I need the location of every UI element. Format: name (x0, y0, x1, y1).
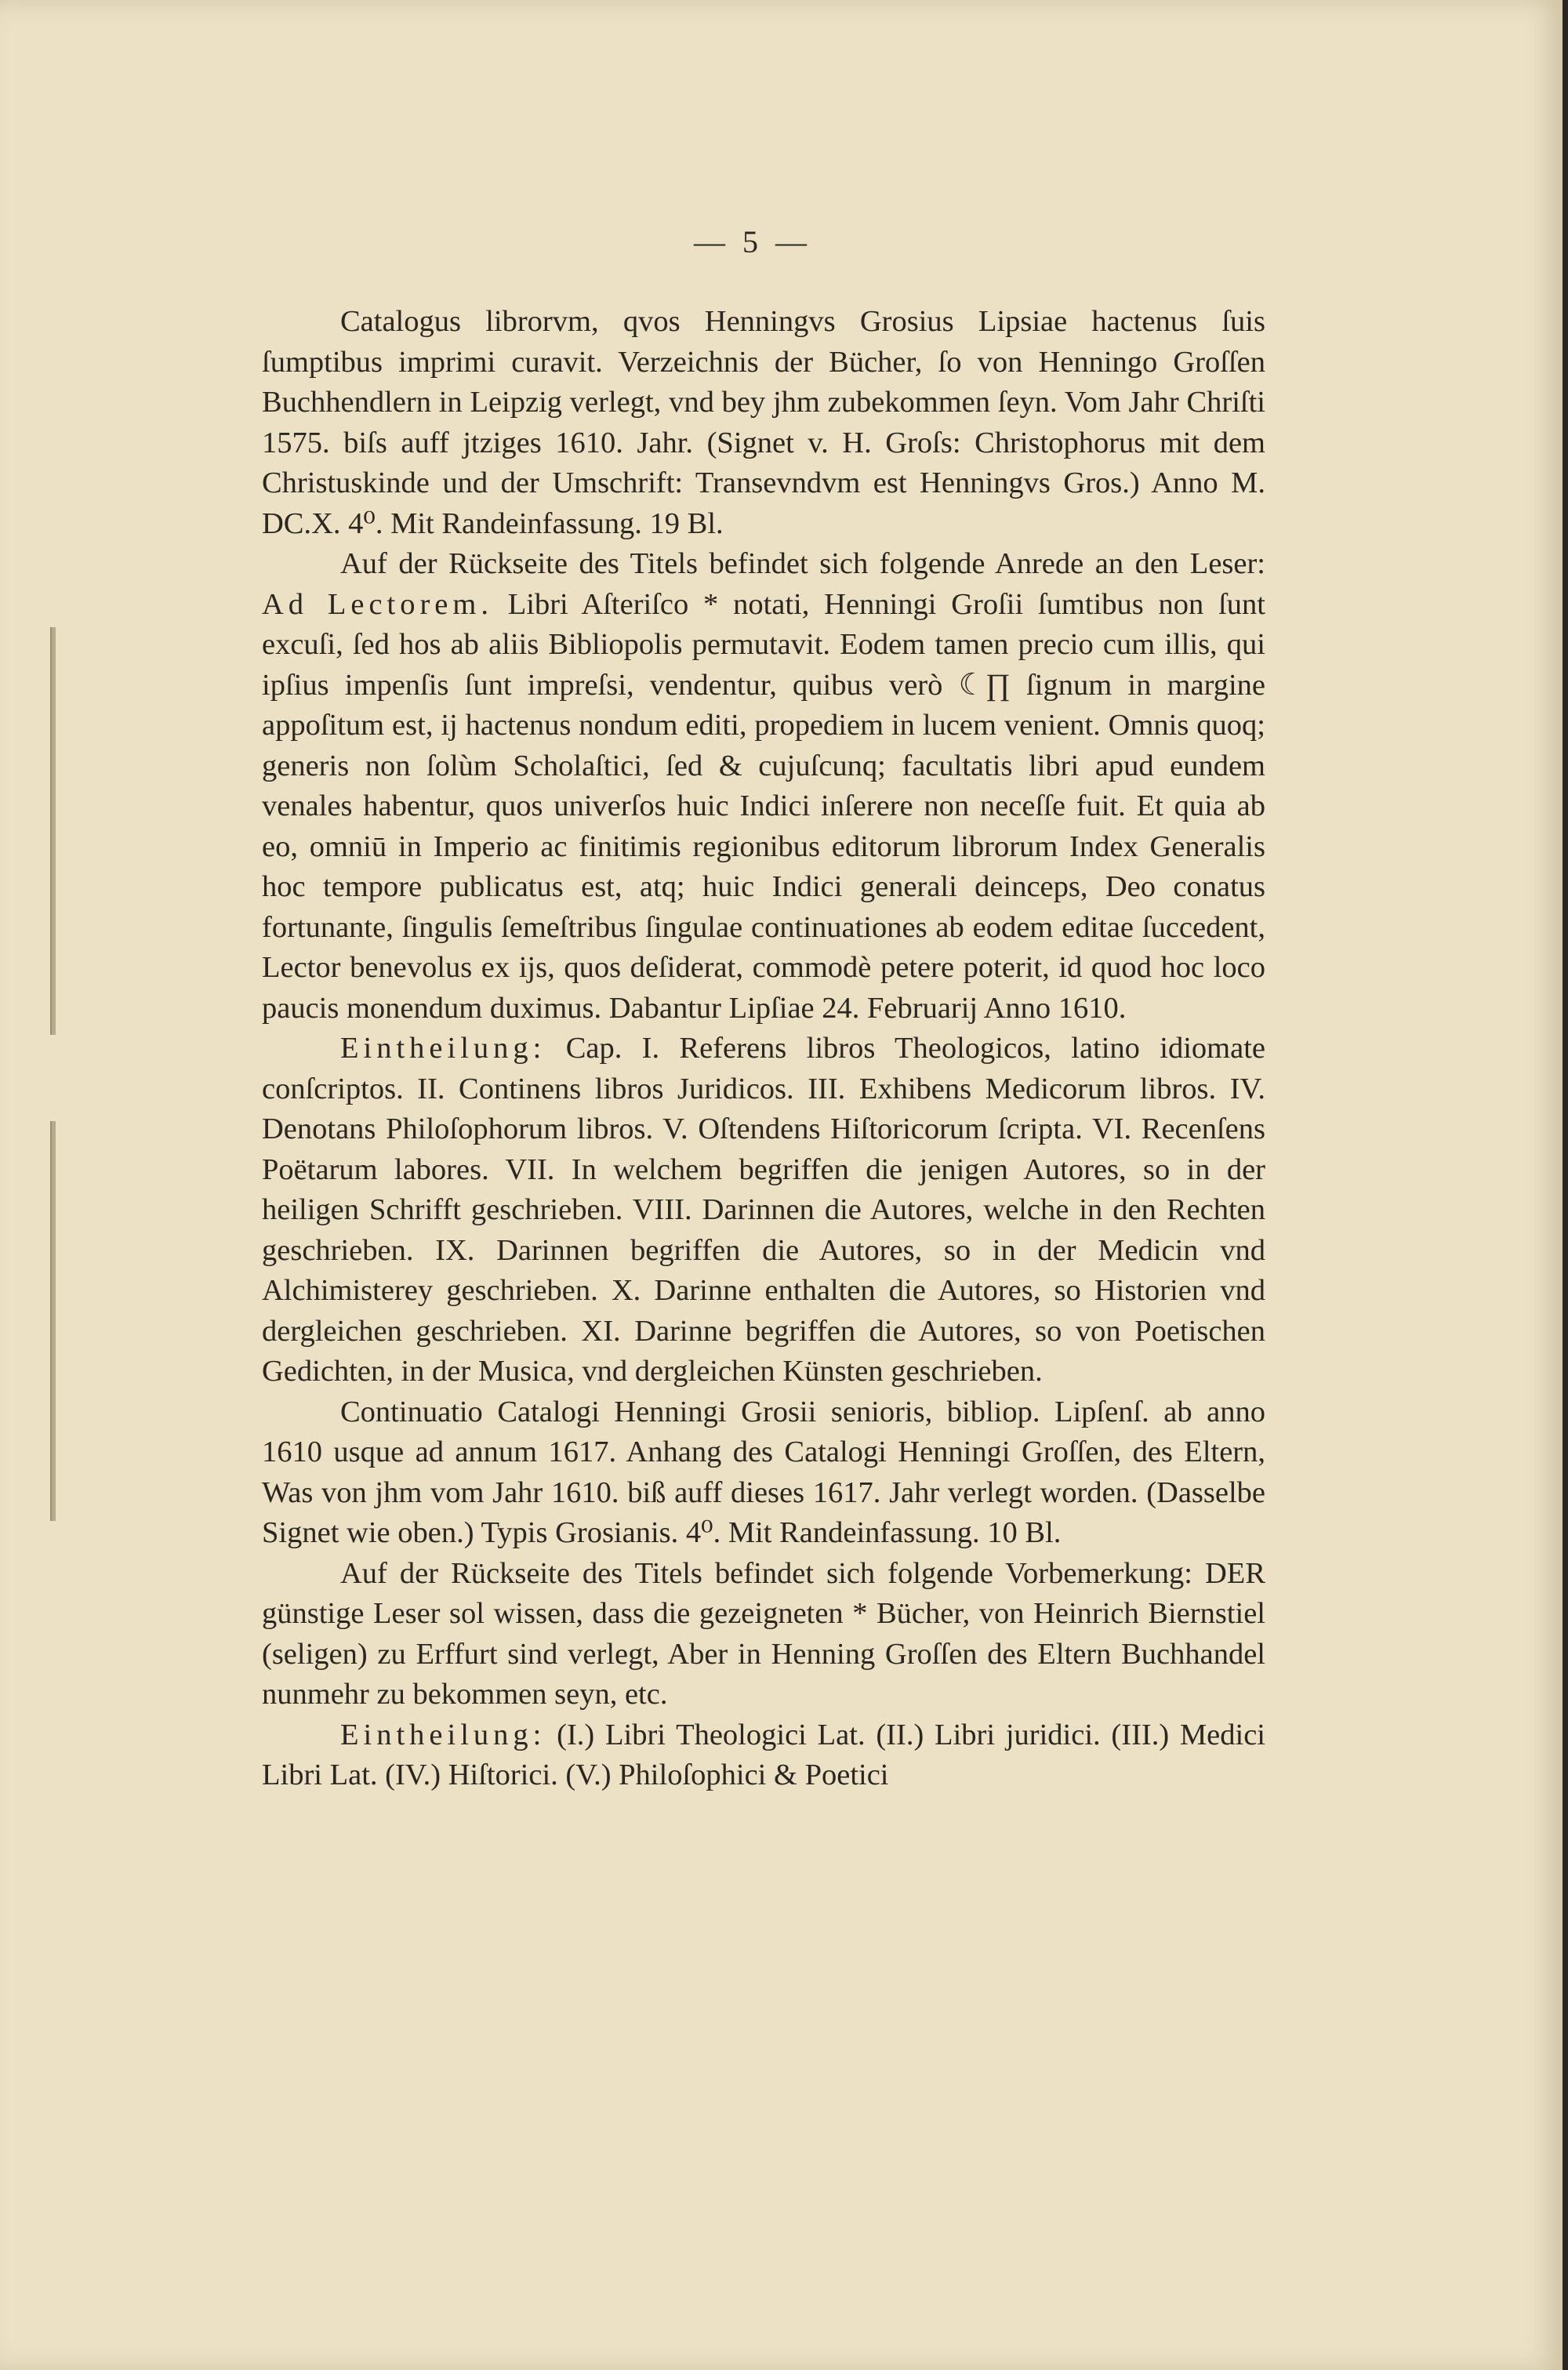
catalogue-entry-1-address (262, 544, 1265, 1029)
ad-lectorem: Ad Lectorem. (262, 587, 493, 621)
page-number: — 5 — (694, 224, 811, 260)
catalogue-entry-1-title: Catalogus librorvm, qvos Henningvs Grosius Lipsiae hactenus ſuis ſumptibus imprimi curavit. Verzeichnis der Bücher, ſo von Henningo Groſſen Buchhendlern in Leipzig verlegt, vnd bey jhm zubekommen ſeyn. Vom Jahr Chriſti 1575. biſs auff jtziges 1610. Jahr. (Signet v. H. Groſs: Christophorus mit dem Christuskinde und der Umschrift: Transevndvm est Henningvs Gros.) Anno M. DC.X. 4⁰. Mit Randeinfassung. 19 Bl. (262, 305, 1265, 540)
body-text (262, 302, 1265, 1796)
catalogue-entry-1-contents (262, 1029, 1265, 1392)
contents-text-2: (I.) Libri Theologici Lat. (II.) Libri juridici. (III.) Medici Libri Lat. (IV.) Hiſtorici. (V.) Philoſophici & Poetici (262, 1718, 1265, 1791)
binding-mark-upper (50, 627, 56, 1035)
eintheilung-label-1: Eintheilung: (340, 1032, 546, 1065)
catalogue-entry-2-preface: Auf der Rückseite des Titels befindet sich folgende Vorbemerkung: DER günstige Leser sol wissen, dass die gezeigneten * Bücher, von Heinrich Biernstiel (seligen) zu Erffurt sind verlegt, Aber in Henning Groſſen des Eltern Buchhandel nunmehr zu bekommen seyn, etc. (262, 1556, 1265, 1711)
address-text: Libri Aſteriſco * notati, Henningi Groſii ſumtibus non ſunt excuſi, ſed hos ab aliis Bibliopolis permutavit. Eodem tamen precio cum illis, qui ipſius impenſis ſunt impreſsi, vendentur, quibus verò ☾∏ ſignum in margine appoſitum est, ij hactenus nondum editi, propediem in lucem venient. Omnis quoq; generis non ſolùm Scholaſtici, ſed & cujuſcunq; facultatis libri apud eundem venales habentur, quos univerſos huic Indici inſerere non neceſſe fuit. Et quia ab eo, omniū in Imperio ac finitimis regionibus editorum librorum Index Generalis hoc tempore publicatus est, atq; huic Indici generali deinceps, Deo conatus fortunante, ſingulis ſemeſtribus ſingulae continuationes ab eodem editae ſuccedent, Lector benevolus ex ijs, quos deſiderat, commodè petere poterit, id quod hoc loco paucis monendum duximus. Dabantur Lipſiae 24. Februarij Anno 1610. (262, 587, 1265, 1025)
catalogue-entry-2-title: Continuatio Catalogi Henningi Grosii senioris, bibliop. Lipſenſ. ab anno 1610 usque ad annum 1617. Anhang des Catalogi Henningi Groſſen, des Eltern, Was von jhm vom Jahr 1610. biß auff dieses 1617. Jahr verlegt worden. (Dasselbe Signet wie oben.) Typis Grosianis. 4⁰. Mit Randeinfassung. 10 Bl. (262, 1395, 1265, 1549)
catalogue-entry-2-contents (262, 1715, 1265, 1796)
address-lead: Auf der Rückseite des Titels befindet sich folgende Anrede an den Leser: (340, 547, 1265, 580)
binding-mark-lower (50, 1121, 56, 1521)
eintheilung-label-2: Eintheilung: (340, 1718, 546, 1751)
contents-text-1: Cap. I. Referens libros Theologicos, latino idiomate conſcriptos. II. Continens libros Juridicos. III. Exhibens Medicorum libros. IV. Denotans Philoſophorum libros. V. Oſtendens Hiſtoricorum ſcripta. VI. Recenſens Poëtarum labores. VII. In welchem begriffen die jenigen Autores, so in der heiligen Schrifft geschrieben. VIII. Darinnen die Autores, welche in den Rechten geschrieben. IX. Darinnen begriffen die Autores, so in der Medicin vnd Alchimisterey geschrieben. X. Darinne enthalten die Autores, so Historien vnd dergleichen geschrieben. XI. Darinne begriffen die Autores, so von Poetischen Gedichten, in der Musica, vnd dergleichen Künsten geschrieben. (262, 1032, 1265, 1388)
